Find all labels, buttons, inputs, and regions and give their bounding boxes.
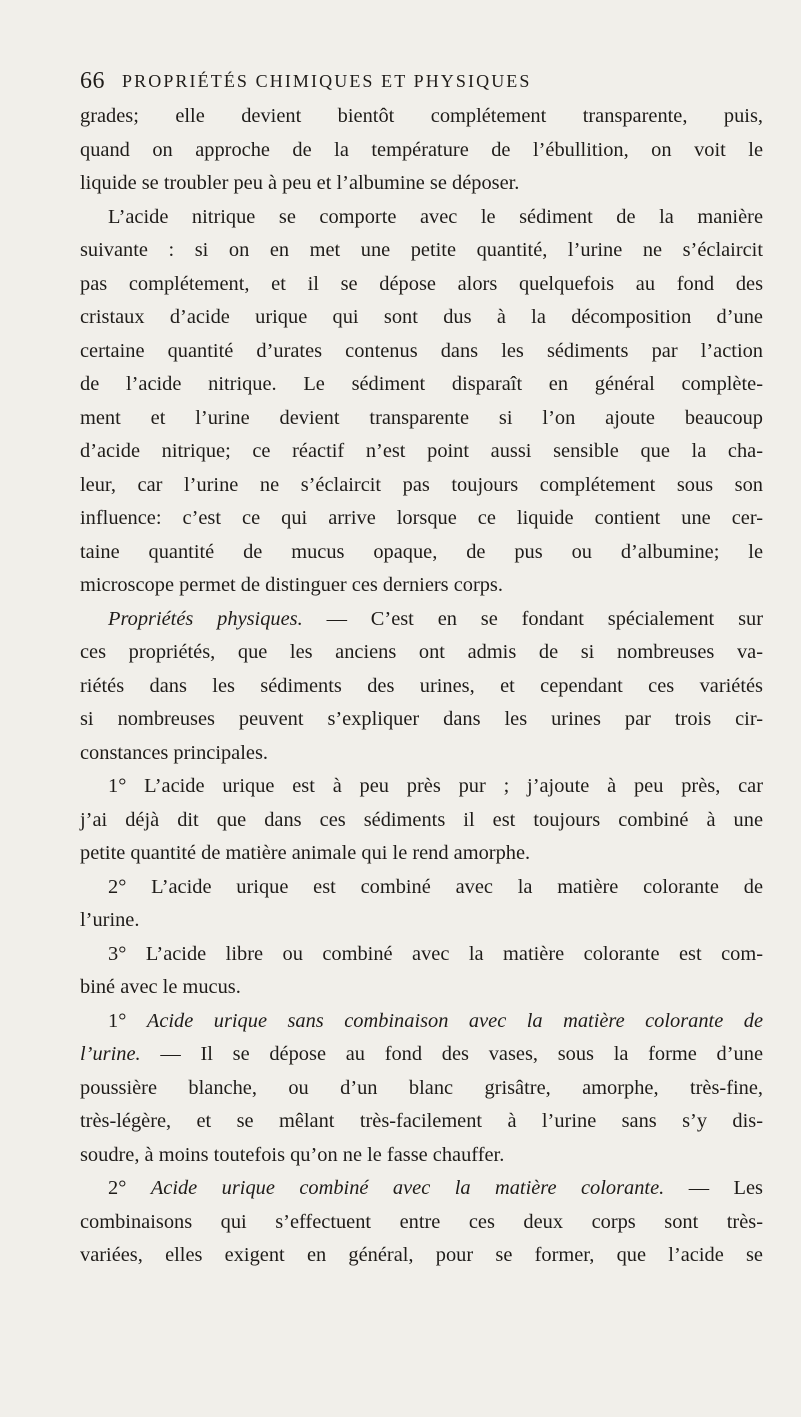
- text-line: liquide se troubler peu à peu et l’albumine se déposer.: [80, 172, 520, 194]
- subheading-title-end: l’urine.: [80, 1043, 141, 1065]
- text-line: combinaisons qui s’effectuent entre ces deux corps sont très-: [80, 1210, 763, 1233]
- text-line: si nombreuses peuvent s’expliquer dans les urines par trois cir-: [80, 708, 763, 730]
- text-line: ment et l’urine devient transparente si l’on ajoute beaucoup: [80, 406, 763, 429]
- numbered-item-line: 3° L’acide libre ou combiné avec la matière colorante est com-: [108, 942, 763, 965]
- subheading-text: — Les: [688, 1177, 763, 1199]
- text-line: l’urine.: [80, 909, 140, 931]
- text-line: suivante : si on en met une petite quantité, l’urine ne s’éclaircit: [80, 239, 763, 261]
- text-line: j’ai déjà dit que dans ces sédiments il est toujours combiné à une: [80, 808, 763, 831]
- subheading-line: [80, 1172, 763, 1206]
- running-head: PROPRIÉTÉS CHIMIQUES ET PHYSIQUES: [122, 71, 532, 91]
- subheading-title: Acide urique combiné avec la matière colorante.: [150, 1177, 665, 1199]
- numbered-item-line: 2° L’acide urique est combiné avec la matière colorante de: [108, 875, 763, 898]
- text-line: leur, car l’urine ne s’éclaircit pas toujours complétement sous son: [80, 473, 763, 496]
- page-header: [80, 68, 760, 98]
- subheading-title: Acide urique sans combinaison avec la matière colorante de: [146, 1009, 763, 1032]
- text-line: biné avec le mucus.: [80, 976, 241, 998]
- body-text: [80, 100, 763, 1273]
- text-line: taine quantité de mucus opaque, de pus ou d’albumine; le: [80, 540, 763, 563]
- text-line: riétés dans les sédiments des urines, et cependant ces variétés: [80, 674, 763, 697]
- text-line: variées, elles exigent en général, pour se former, que l’acide se: [80, 1244, 763, 1266]
- text-line: petite quantité de matière animale qui le rend amorphe.: [80, 842, 531, 864]
- text-line: pas complétement, et il se dépose alors quelquefois au fond des: [80, 272, 763, 295]
- text-line: microscope permet de distinguer ces derniers corps.: [80, 574, 503, 596]
- paragraph-start-line: L’acide nitrique se comporte avec le sédiment de la manière: [108, 205, 763, 228]
- text-line: cristaux d’acide urique qui sont dus à la décomposition d’une: [80, 306, 763, 328]
- subheading-number: 1°: [108, 1009, 127, 1032]
- text-line: ces propriétés, que les anciens ont admis de si nombreuses va-: [80, 641, 763, 663]
- subheading-number: 2°: [108, 1177, 127, 1199]
- section-heading: Propriétés physiques.: [108, 607, 303, 630]
- section-heading-line: [80, 603, 763, 637]
- text-line: de l’acide nitrique. Le sédiment disparaît en général complète-: [80, 373, 763, 395]
- text-line: grades; elle devient bientôt complétement transparente, puis,: [80, 105, 763, 127]
- text-line: constances principales.: [80, 741, 268, 764]
- text-line: certaine quantité d’urates contenus dans les sédiments par l’action: [80, 339, 763, 362]
- text-line: quand on approche de la température de l’ébullition, on voit le: [80, 138, 763, 161]
- text-line: influence: c’est ce qui arrive lorsque ce liquide contient une cer-: [80, 507, 763, 529]
- subheading-continuation-line: [80, 1038, 763, 1072]
- subheading-text: — Il se dépose au fond des vases, sous la forme d’une: [160, 1043, 763, 1065]
- text-line: très-légère, et se mêlant très-facilement à l’urine sans s’y dis-: [80, 1110, 763, 1132]
- subheading-line: [80, 1005, 763, 1039]
- text-line: d’acide nitrique; ce réactif n’est point aussi sensible que la cha-: [80, 440, 763, 462]
- page-number: 66: [80, 68, 105, 94]
- text-line: poussière blanche, ou d’un blanc grisâtre, amorphe, très-fine,: [80, 1076, 763, 1099]
- section-heading-text: — C’est en se fondant spécialement sur: [326, 607, 763, 630]
- numbered-item-line: 1° L’acide urique est à peu près pur ; j’ajoute à peu près, car: [108, 775, 763, 797]
- text-line: soudre, à moins toutefois qu’on ne le fasse chauffer.: [80, 1143, 505, 1166]
